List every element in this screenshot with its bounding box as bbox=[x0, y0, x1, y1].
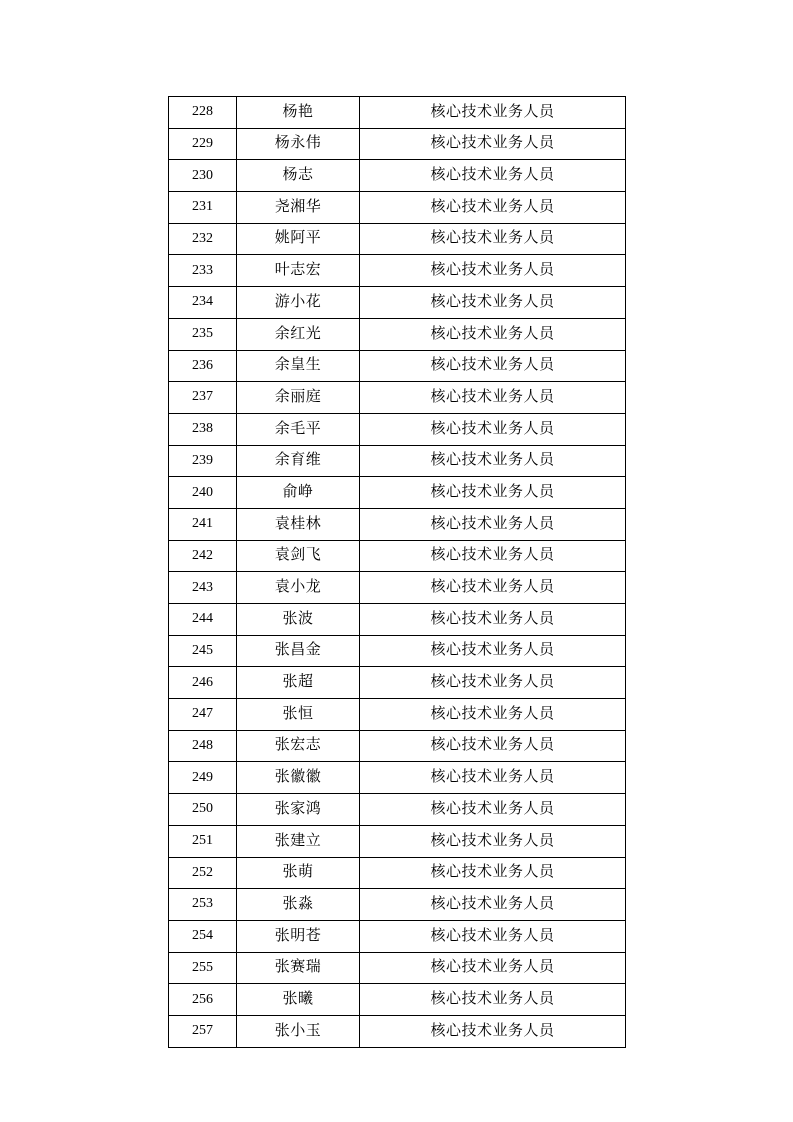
row-index: 253 bbox=[169, 889, 237, 921]
personnel-table bbox=[168, 96, 626, 1048]
row-name: 张萌 bbox=[237, 857, 360, 889]
table-row bbox=[169, 857, 626, 889]
row-role: 核心技术业务人员 bbox=[360, 635, 626, 667]
table-row bbox=[169, 730, 626, 762]
table-row bbox=[169, 382, 626, 414]
table-row bbox=[169, 920, 626, 952]
table-row bbox=[169, 635, 626, 667]
row-index: 252 bbox=[169, 857, 237, 889]
table-row bbox=[169, 413, 626, 445]
table-row bbox=[169, 160, 626, 192]
table-row bbox=[169, 255, 626, 287]
row-index: 239 bbox=[169, 445, 237, 477]
table-row bbox=[169, 350, 626, 382]
row-role: 核心技术业务人员 bbox=[360, 477, 626, 509]
table-row bbox=[169, 825, 626, 857]
row-name: 袁小龙 bbox=[237, 572, 360, 604]
row-role: 核心技术业务人员 bbox=[360, 952, 626, 984]
table-row bbox=[169, 477, 626, 509]
table-body bbox=[169, 97, 626, 1048]
row-name: 张徽徽 bbox=[237, 762, 360, 794]
table-row bbox=[169, 572, 626, 604]
table-row bbox=[169, 192, 626, 224]
row-name: 余丽庭 bbox=[237, 382, 360, 414]
row-index: 251 bbox=[169, 825, 237, 857]
table-row bbox=[169, 604, 626, 636]
row-name: 张淼 bbox=[237, 889, 360, 921]
row-role: 核心技术业务人员 bbox=[360, 287, 626, 319]
row-role: 核心技术业务人员 bbox=[360, 350, 626, 382]
row-index: 236 bbox=[169, 350, 237, 382]
row-name: 张恒 bbox=[237, 699, 360, 731]
row-role: 核心技术业务人员 bbox=[360, 255, 626, 287]
row-name: 张波 bbox=[237, 604, 360, 636]
row-index: 256 bbox=[169, 984, 237, 1016]
row-role: 核心技术业务人员 bbox=[360, 667, 626, 699]
row-index: 232 bbox=[169, 223, 237, 255]
row-name: 张明苍 bbox=[237, 920, 360, 952]
row-index: 249 bbox=[169, 762, 237, 794]
row-role: 核心技术业务人员 bbox=[360, 192, 626, 224]
row-role: 核心技术业务人员 bbox=[360, 572, 626, 604]
row-role: 核心技术业务人员 bbox=[360, 825, 626, 857]
row-name: 张小玉 bbox=[237, 1015, 360, 1047]
row-name: 张建立 bbox=[237, 825, 360, 857]
row-index: 245 bbox=[169, 635, 237, 667]
row-index: 257 bbox=[169, 1015, 237, 1047]
row-name: 游小花 bbox=[237, 287, 360, 319]
table-row bbox=[169, 889, 626, 921]
row-name: 袁桂林 bbox=[237, 508, 360, 540]
row-name: 杨艳 bbox=[237, 97, 360, 129]
table-row bbox=[169, 318, 626, 350]
row-name: 张超 bbox=[237, 667, 360, 699]
row-index: 230 bbox=[169, 160, 237, 192]
row-name: 杨志 bbox=[237, 160, 360, 192]
row-role: 核心技术业务人员 bbox=[360, 413, 626, 445]
row-index: 240 bbox=[169, 477, 237, 509]
row-index: 237 bbox=[169, 382, 237, 414]
table-row bbox=[169, 540, 626, 572]
row-role: 核心技术业务人员 bbox=[360, 318, 626, 350]
row-index: 255 bbox=[169, 952, 237, 984]
row-name: 姚阿平 bbox=[237, 223, 360, 255]
row-name: 余皇生 bbox=[237, 350, 360, 382]
row-name: 张昌金 bbox=[237, 635, 360, 667]
row-role: 核心技术业务人员 bbox=[360, 540, 626, 572]
row-role: 核心技术业务人员 bbox=[360, 97, 626, 129]
row-index: 233 bbox=[169, 255, 237, 287]
row-index: 242 bbox=[169, 540, 237, 572]
table-row bbox=[169, 794, 626, 826]
row-name: 尧湘华 bbox=[237, 192, 360, 224]
row-name: 余红光 bbox=[237, 318, 360, 350]
row-role: 核心技术业务人员 bbox=[360, 857, 626, 889]
row-index: 246 bbox=[169, 667, 237, 699]
row-index: 244 bbox=[169, 604, 237, 636]
row-index: 241 bbox=[169, 508, 237, 540]
row-role: 核心技术业务人员 bbox=[360, 508, 626, 540]
table-row bbox=[169, 699, 626, 731]
table-row bbox=[169, 445, 626, 477]
row-name: 袁剑飞 bbox=[237, 540, 360, 572]
row-index: 235 bbox=[169, 318, 237, 350]
row-index: 228 bbox=[169, 97, 237, 129]
row-name: 余毛平 bbox=[237, 413, 360, 445]
row-name: 张曦 bbox=[237, 984, 360, 1016]
table-row bbox=[169, 508, 626, 540]
row-role: 核心技术业务人员 bbox=[360, 1015, 626, 1047]
row-role: 核心技术业务人员 bbox=[360, 128, 626, 160]
table-row bbox=[169, 1015, 626, 1047]
row-role: 核心技术业务人员 bbox=[360, 604, 626, 636]
row-index: 234 bbox=[169, 287, 237, 319]
row-index: 248 bbox=[169, 730, 237, 762]
table-row bbox=[169, 287, 626, 319]
row-index: 229 bbox=[169, 128, 237, 160]
row-name: 俞峥 bbox=[237, 477, 360, 509]
row-index: 243 bbox=[169, 572, 237, 604]
row-name: 杨永伟 bbox=[237, 128, 360, 160]
table-row bbox=[169, 984, 626, 1016]
row-index: 254 bbox=[169, 920, 237, 952]
row-role: 核心技术业务人员 bbox=[360, 699, 626, 731]
row-name: 叶志宏 bbox=[237, 255, 360, 287]
row-index: 250 bbox=[169, 794, 237, 826]
row-role: 核心技术业务人员 bbox=[360, 984, 626, 1016]
row-index: 247 bbox=[169, 699, 237, 731]
table-row bbox=[169, 762, 626, 794]
row-index: 231 bbox=[169, 192, 237, 224]
row-name: 张家鸿 bbox=[237, 794, 360, 826]
row-role: 核心技术业务人员 bbox=[360, 223, 626, 255]
table-row bbox=[169, 952, 626, 984]
table-row bbox=[169, 223, 626, 255]
row-role: 核心技术业务人员 bbox=[360, 762, 626, 794]
row-role: 核心技术业务人员 bbox=[360, 889, 626, 921]
table-row bbox=[169, 97, 626, 129]
row-role: 核心技术业务人员 bbox=[360, 730, 626, 762]
row-role: 核心技术业务人员 bbox=[360, 445, 626, 477]
row-name: 余育维 bbox=[237, 445, 360, 477]
row-role: 核心技术业务人员 bbox=[360, 920, 626, 952]
row-name: 张宏志 bbox=[237, 730, 360, 762]
table-row bbox=[169, 128, 626, 160]
row-role: 核心技术业务人员 bbox=[360, 794, 626, 826]
table-row bbox=[169, 667, 626, 699]
row-role: 核心技术业务人员 bbox=[360, 160, 626, 192]
row-index: 238 bbox=[169, 413, 237, 445]
row-role: 核心技术业务人员 bbox=[360, 382, 626, 414]
row-name: 张赛瑞 bbox=[237, 952, 360, 984]
